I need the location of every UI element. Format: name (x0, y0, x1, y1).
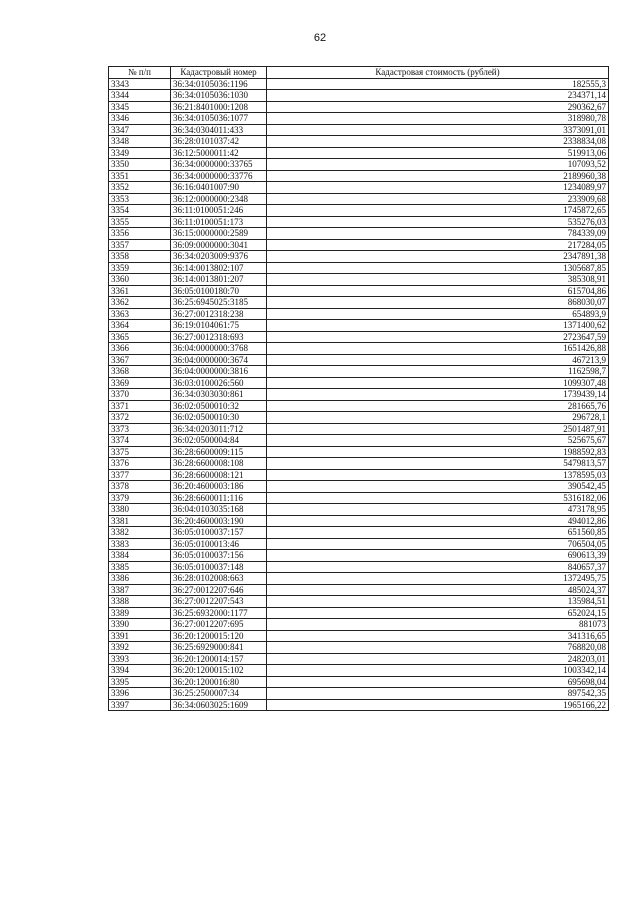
row-index-cell: 3376 (109, 458, 171, 470)
table-row (109, 515, 609, 527)
row-index-cell: 3361 (109, 285, 171, 297)
cadastral-number-cell: 36:28:6600008:121 (171, 469, 267, 481)
cadastral-value-cell: 296728,1 (267, 412, 609, 424)
table-row (109, 308, 609, 320)
cadastral-value-cell: 840657,37 (267, 561, 609, 573)
row-index-cell: 3374 (109, 435, 171, 447)
cadastral-value-cell: 897542,35 (267, 688, 609, 700)
row-index-cell: 3388 (109, 596, 171, 608)
cadastral-value-table (108, 66, 609, 711)
row-index-cell: 3366 (109, 343, 171, 355)
row-index-cell: 3375 (109, 446, 171, 458)
cadastral-value-cell: 1372495,75 (267, 573, 609, 585)
row-index-cell: 3394 (109, 665, 171, 677)
cadastral-number-cell: 36:09:0000000:3041 (171, 239, 267, 251)
table-row (109, 251, 609, 263)
row-index-cell: 3346 (109, 113, 171, 125)
table-row (109, 170, 609, 182)
cadastral-value-cell: 3373091,01 (267, 124, 609, 136)
row-index-cell: 3352 (109, 182, 171, 194)
row-index-cell: 3358 (109, 251, 171, 263)
cadastral-number-cell: 36:27:0012207:646 (171, 584, 267, 596)
cadastral-value-cell: 706504,05 (267, 538, 609, 550)
table-row (109, 136, 609, 148)
row-index-cell: 3386 (109, 573, 171, 585)
cadastral-value-cell: 695698,04 (267, 676, 609, 688)
cadastral-value-cell: 290362,67 (267, 101, 609, 113)
cadastral-value-cell: 467213,9 (267, 354, 609, 366)
cadastral-value-cell: 248203,01 (267, 653, 609, 665)
table-row (109, 389, 609, 401)
row-index-cell: 3396 (109, 688, 171, 700)
table-row (109, 216, 609, 228)
table-row (109, 400, 609, 412)
row-index-cell: 3354 (109, 205, 171, 217)
cadastral-value-cell: 690613,39 (267, 550, 609, 562)
cadastral-number-cell: 36:20:1200016:80 (171, 676, 267, 688)
cadastral-number-cell: 36:02:0500004:84 (171, 435, 267, 447)
cadastral-value-cell: 615704,86 (267, 285, 609, 297)
cadastral-value-cell: 652024,15 (267, 607, 609, 619)
column-header-cadastral-value: Кадастровая стоимость (рублей) (267, 67, 609, 79)
table-row (109, 228, 609, 240)
row-index-cell: 3345 (109, 101, 171, 113)
cadastral-value-cell: 2723647,59 (267, 331, 609, 343)
cadastral-number-cell: 36:34:0203009:9376 (171, 251, 267, 263)
cadastral-number-cell: 36:11:0100051:246 (171, 205, 267, 217)
row-index-cell: 3344 (109, 90, 171, 102)
table-body (109, 78, 609, 711)
cadastral-number-cell: 36:34:0105036:1196 (171, 78, 267, 90)
cadastral-number-cell: 36:34:0304011:433 (171, 124, 267, 136)
cadastral-value-cell: 1965166,22 (267, 699, 609, 711)
row-index-cell: 3355 (109, 216, 171, 228)
table-row (109, 561, 609, 573)
row-index-cell: 3367 (109, 354, 171, 366)
table-row (109, 377, 609, 389)
row-index-cell: 3393 (109, 653, 171, 665)
table-row (109, 596, 609, 608)
cadastral-value-cell: 318980,78 (267, 113, 609, 125)
table-row (109, 101, 609, 113)
table-row (109, 504, 609, 516)
cadastral-value-cell: 868030,07 (267, 297, 609, 309)
cadastral-number-cell: 36:25:6929000:841 (171, 642, 267, 654)
cadastral-number-cell: 36:14:0013802:107 (171, 262, 267, 274)
cadastral-number-cell: 36:28:6600008:108 (171, 458, 267, 470)
cadastral-number-cell: 36:04:0000000:3674 (171, 354, 267, 366)
row-index-cell: 3348 (109, 136, 171, 148)
cadastral-number-cell: 36:02:0500010:32 (171, 400, 267, 412)
cadastral-number-cell: 36:20:1200015:102 (171, 665, 267, 677)
row-index-cell: 3343 (109, 78, 171, 90)
cadastral-value-cell: 217284,05 (267, 239, 609, 251)
cadastral-value-cell: 385308,91 (267, 274, 609, 286)
cadastral-value-cell: 768820,08 (267, 642, 609, 654)
row-index-cell: 3360 (109, 274, 171, 286)
cadastral-value-cell: 1371400,62 (267, 320, 609, 332)
row-index-cell: 3373 (109, 423, 171, 435)
cadastral-number-cell: 36:25:6945025:3185 (171, 297, 267, 309)
table-row (109, 446, 609, 458)
table-row (109, 550, 609, 562)
table-row (109, 619, 609, 631)
table-row (109, 412, 609, 424)
column-header-cadastral-number: Кадастровый номер (171, 67, 267, 79)
table-row (109, 239, 609, 251)
row-index-cell: 3362 (109, 297, 171, 309)
cadastral-number-cell: 36:12:5000011:42 (171, 147, 267, 159)
table-row (109, 688, 609, 700)
table-row (109, 285, 609, 297)
cadastral-value-cell: 1988592,83 (267, 446, 609, 458)
table-row (109, 366, 609, 378)
cadastral-value-cell: 1378595,03 (267, 469, 609, 481)
row-index-cell: 3350 (109, 159, 171, 171)
row-index-cell: 3357 (109, 239, 171, 251)
table-row (109, 584, 609, 596)
table-row (109, 193, 609, 205)
row-index-cell: 3385 (109, 561, 171, 573)
cadastral-number-cell: 36:34:0203011:712 (171, 423, 267, 435)
cadastral-value-cell: 182555,3 (267, 78, 609, 90)
cadastral-number-cell: 36:11:0100051:173 (171, 216, 267, 228)
table-row (109, 481, 609, 493)
table-row (109, 492, 609, 504)
table-row (109, 78, 609, 90)
table-row (109, 113, 609, 125)
table-row (109, 274, 609, 286)
cadastral-number-cell: 36:28:0102008:663 (171, 573, 267, 585)
table-header-row (109, 67, 609, 79)
row-index-cell: 3372 (109, 412, 171, 424)
cadastral-value-cell: 881073 (267, 619, 609, 631)
row-index-cell: 3379 (109, 492, 171, 504)
row-index-cell: 3392 (109, 642, 171, 654)
cadastral-value-cell: 535276,03 (267, 216, 609, 228)
row-index-cell: 3380 (109, 504, 171, 516)
cadastral-value-cell: 1003342,14 (267, 665, 609, 677)
cadastral-value-cell: 525675,67 (267, 435, 609, 447)
cadastral-value-cell: 519913,06 (267, 147, 609, 159)
table-row (109, 297, 609, 309)
row-index-cell: 3384 (109, 550, 171, 562)
table-row (109, 182, 609, 194)
cadastral-number-cell: 36:28:6600009:115 (171, 446, 267, 458)
cadastral-number-cell: 36:27:0012318:238 (171, 308, 267, 320)
cadastral-value-cell: 234371,14 (267, 90, 609, 102)
cadastral-number-cell: 36:25:6932000:1177 (171, 607, 267, 619)
cadastral-value-cell: 5316182,06 (267, 492, 609, 504)
table-row (109, 676, 609, 688)
cadastral-value-cell: 1162598,7 (267, 366, 609, 378)
row-index-cell: 3383 (109, 538, 171, 550)
table-row (109, 354, 609, 366)
cadastral-number-cell: 36:28:6600011:116 (171, 492, 267, 504)
cadastral-value-cell: 1739439,14 (267, 389, 609, 401)
row-index-cell: 3377 (109, 469, 171, 481)
cadastral-value-cell: 390542,45 (267, 481, 609, 493)
row-index-cell: 3370 (109, 389, 171, 401)
row-index-cell: 3364 (109, 320, 171, 332)
row-index-cell: 3391 (109, 630, 171, 642)
cadastral-number-cell: 36:20:1200014:157 (171, 653, 267, 665)
cadastral-number-cell: 36:03:0100026:560 (171, 377, 267, 389)
table-row (109, 665, 609, 677)
cadastral-number-cell: 36:05:0100037:156 (171, 550, 267, 562)
cadastral-number-cell: 36:04:0000000:3768 (171, 343, 267, 355)
table-row (109, 653, 609, 665)
cadastral-number-cell: 36:20:1200015:120 (171, 630, 267, 642)
cadastral-number-cell: 36:25:2500007:34 (171, 688, 267, 700)
cadastral-number-cell: 36:34:0303030:861 (171, 389, 267, 401)
cadastral-number-cell: 36:20:4600003:186 (171, 481, 267, 493)
row-index-cell: 3397 (109, 699, 171, 711)
table-row (109, 607, 609, 619)
cadastral-value-cell: 341316,65 (267, 630, 609, 642)
row-index-cell: 3382 (109, 527, 171, 539)
cadastral-value-cell: 281665,76 (267, 400, 609, 412)
row-index-cell: 3387 (109, 584, 171, 596)
row-index-cell: 3381 (109, 515, 171, 527)
table-row (109, 124, 609, 136)
cadastral-value-cell: 135984,51 (267, 596, 609, 608)
row-index-cell: 3368 (109, 366, 171, 378)
column-header-index: № п/п (109, 67, 171, 79)
table-header (109, 67, 609, 79)
cadastral-number-cell: 36:15:0000000:2589 (171, 228, 267, 240)
cadastral-number-cell: 36:14:0013801:207 (171, 274, 267, 286)
table-row (109, 435, 609, 447)
cadastral-value-cell: 494012,86 (267, 515, 609, 527)
table-row (109, 205, 609, 217)
row-index-cell: 3351 (109, 170, 171, 182)
row-index-cell: 3353 (109, 193, 171, 205)
cadastral-value-cell: 1234089,97 (267, 182, 609, 194)
table-row (109, 159, 609, 171)
cadastral-value-cell: 654893,9 (267, 308, 609, 320)
cadastral-number-cell: 36:05:0100180:70 (171, 285, 267, 297)
cadastral-value-cell: 107093,52 (267, 159, 609, 171)
row-index-cell: 3347 (109, 124, 171, 136)
cadastral-value-cell: 2501487,91 (267, 423, 609, 435)
table-row (109, 262, 609, 274)
row-index-cell: 3395 (109, 676, 171, 688)
cadastral-number-cell: 36:05:0100037:157 (171, 527, 267, 539)
row-index-cell: 3369 (109, 377, 171, 389)
row-index-cell: 3378 (109, 481, 171, 493)
cadastral-number-cell: 36:34:0603025:1609 (171, 699, 267, 711)
row-index-cell: 3349 (109, 147, 171, 159)
cadastral-value-cell: 473178,95 (267, 504, 609, 516)
cadastral-number-cell: 36:21:8401000:1208 (171, 101, 267, 113)
row-index-cell: 3359 (109, 262, 171, 274)
cadastral-number-cell: 36:12:0000000:2348 (171, 193, 267, 205)
cadastral-value-cell: 1305687,85 (267, 262, 609, 274)
table-row (109, 642, 609, 654)
cadastral-value-cell: 2338834,08 (267, 136, 609, 148)
cadastral-number-cell: 36:16:0401007:90 (171, 182, 267, 194)
cadastral-number-cell: 36:28:0101037:42 (171, 136, 267, 148)
cadastral-value-cell: 2189960,38 (267, 170, 609, 182)
table-row (109, 630, 609, 642)
cadastral-number-cell: 36:02:0500010:30 (171, 412, 267, 424)
cadastral-value-cell: 2347891,38 (267, 251, 609, 263)
row-index-cell: 3356 (109, 228, 171, 240)
cadastral-number-cell: 36:27:0012318:693 (171, 331, 267, 343)
cadastral-number-cell: 36:27:0012207:695 (171, 619, 267, 631)
cadastral-number-cell: 36:34:0105036:1077 (171, 113, 267, 125)
table-row (109, 538, 609, 550)
cadastral-number-cell: 36:20:4600003:190 (171, 515, 267, 527)
table-row (109, 343, 609, 355)
table-row (109, 423, 609, 435)
cadastral-number-cell: 36:04:0000000:3816 (171, 366, 267, 378)
cadastral-value-cell: 1651426,88 (267, 343, 609, 355)
table-row (109, 527, 609, 539)
cadastral-value-cell: 784339,09 (267, 228, 609, 240)
cadastral-value-cell: 1745872,65 (267, 205, 609, 217)
cadastral-number-cell: 36:34:0000000:33776 (171, 170, 267, 182)
row-index-cell: 3371 (109, 400, 171, 412)
table-row (109, 458, 609, 470)
row-index-cell: 3389 (109, 607, 171, 619)
table-row (109, 90, 609, 102)
cadastral-value-cell: 5479813,57 (267, 458, 609, 470)
cadastral-number-cell: 36:19:0104061:75 (171, 320, 267, 332)
cadastral-number-cell: 36:34:0000000:33765 (171, 159, 267, 171)
table-row (109, 699, 609, 711)
cadastral-number-cell: 36:04:0103035:168 (171, 504, 267, 516)
cadastral-value-cell: 651560,85 (267, 527, 609, 539)
cadastral-value-cell: 485024,37 (267, 584, 609, 596)
page-number: 62 (313, 32, 327, 44)
table-row (109, 320, 609, 332)
row-index-cell: 3365 (109, 331, 171, 343)
table-row (109, 147, 609, 159)
cadastral-number-cell: 36:34:0105036:1030 (171, 90, 267, 102)
table-row (109, 469, 609, 481)
table-row (109, 331, 609, 343)
cadastral-number-cell: 36:05:0100037:148 (171, 561, 267, 573)
row-index-cell: 3390 (109, 619, 171, 631)
table-row (109, 573, 609, 585)
row-index-cell: 3363 (109, 308, 171, 320)
cadastral-value-cell: 1099307,48 (267, 377, 609, 389)
cadastral-value-cell: 233909,68 (267, 193, 609, 205)
cadastral-number-cell: 36:27:0012207:543 (171, 596, 267, 608)
cadastral-number-cell: 36:05:0100013:46 (171, 538, 267, 550)
